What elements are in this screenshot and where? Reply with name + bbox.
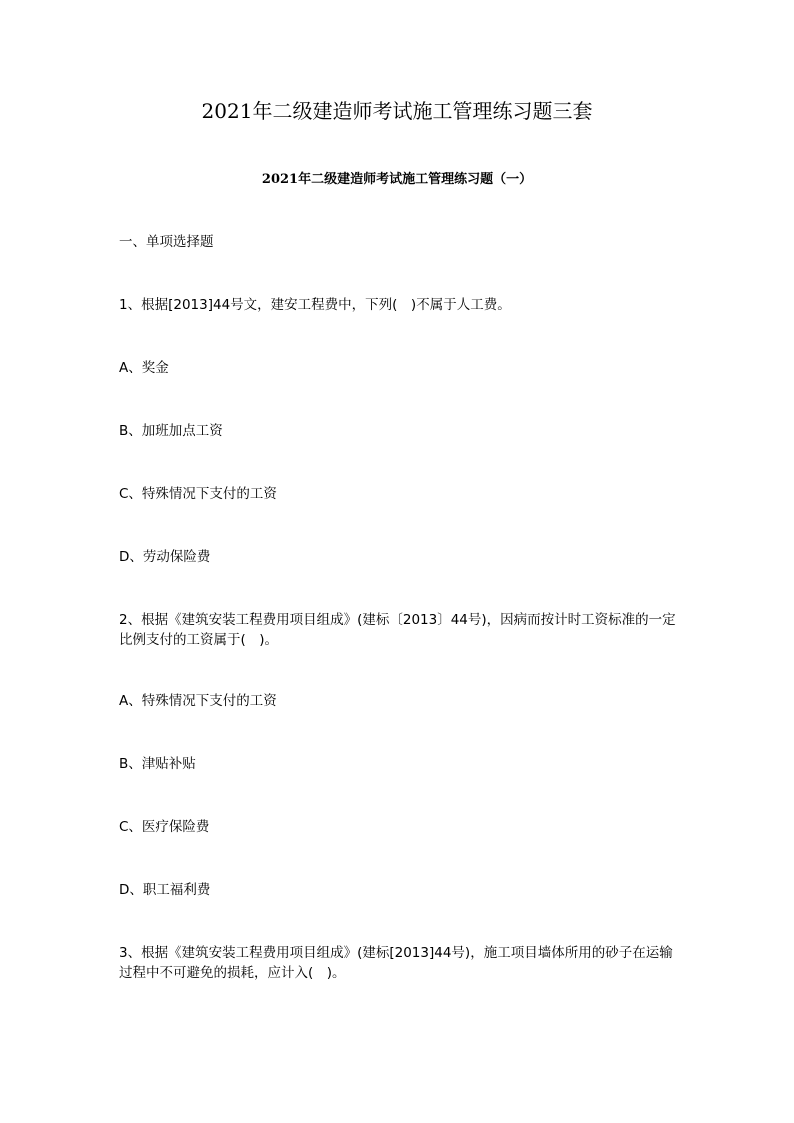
- question-1-option-c: C、特殊情况下支付的工资: [119, 486, 277, 502]
- question-1-option-a: A、奖金: [119, 360, 169, 376]
- document-subtitle: 2021年二级建造师考试施工管理练习题（一）: [261, 172, 533, 187]
- question-2-option-a: A、特殊情况下支付的工资: [119, 693, 277, 709]
- question-2-option-b: B、津贴补贴: [119, 756, 196, 772]
- question-1-option-d: D、劳动保险费: [119, 549, 211, 565]
- question-2-option-c: C、医疗保险费: [119, 819, 210, 835]
- question-3-stem: 3、根据《建筑安装工程费用项目组成》(建标[2013]44号)，施工项目墙体所用的砂子在运输过程中不可避免的损耗，应计入( )。: [119, 945, 673, 981]
- question-2-stem: 2、根据《建筑安装工程费用项目组成》(建标〔2013〕44号)，因病而按计时工资标准的一定比例支付的工资属于( )。: [119, 612, 676, 648]
- question-1-option-b: B、加班加点工资: [119, 423, 223, 439]
- section-heading: 一、单项选择题: [119, 234, 214, 250]
- question-2-option-d: D、职工福利费: [119, 882, 211, 898]
- question-1-stem: 1、根据[2013]44号文，建安工程费中，下列( )不属于人工费。: [119, 297, 511, 313]
- document-title: 2021年二级建造师考试施工管理练习题三套: [201, 99, 593, 123]
